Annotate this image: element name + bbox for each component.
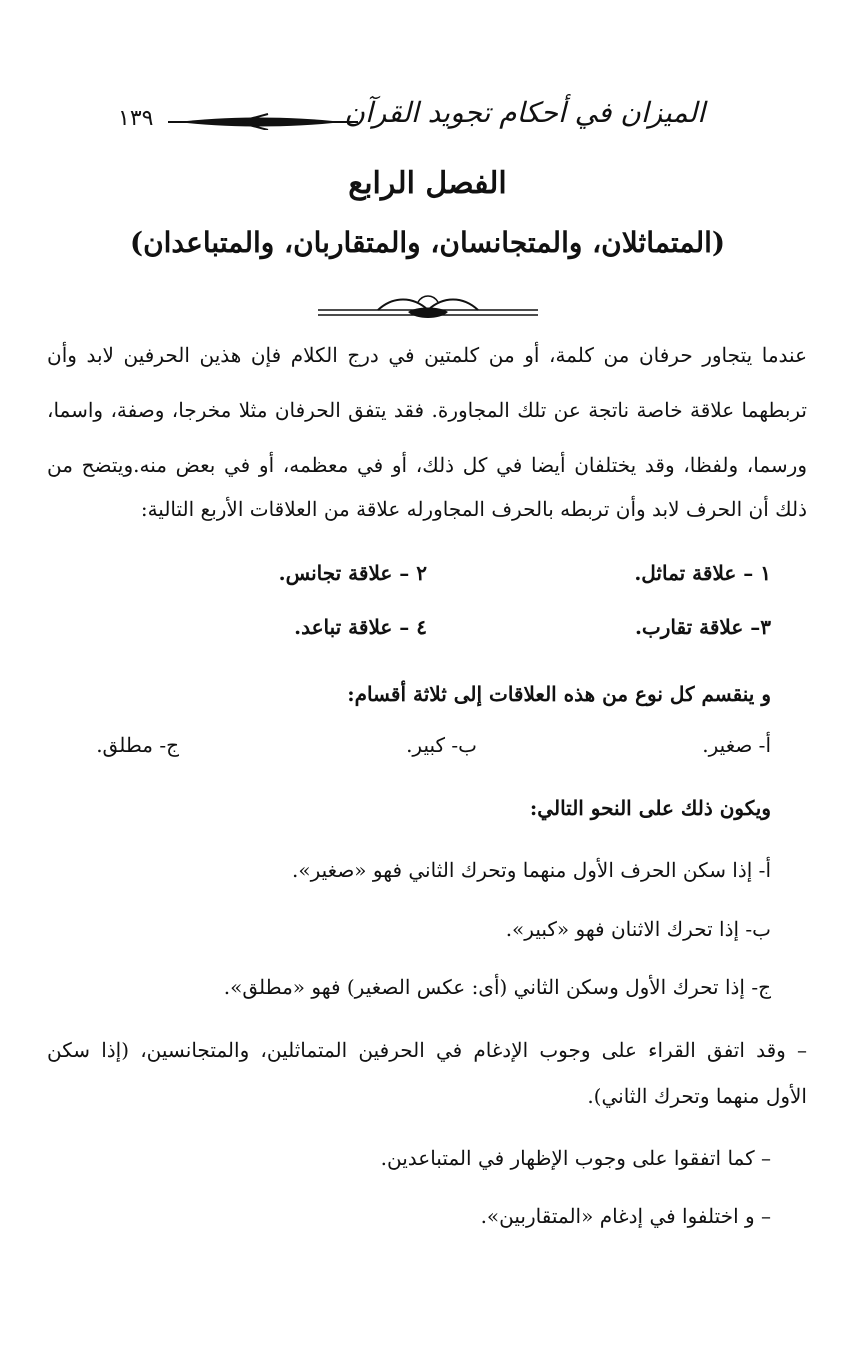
division-heading: و ينقسم كل نوع من هذه العلاقات إلى ثلاثة أقسام:	[347, 682, 771, 706]
division-item: أ- صغير.	[702, 733, 771, 757]
relation-item: ١ – علاقة تماثل.	[634, 561, 771, 585]
relation-item: ٣– علاقة تقارب.	[634, 615, 771, 639]
rule-line: – وقد اتفق القراء على وجوب الإدغام في الحرفين المتماثلين، والمتجانسين، (إذا سكن	[47, 1038, 807, 1062]
intro-line: عندما يتجاور حرفان من كلمة، أو من كلمتين في درج الكلام فإن هذين الحرفين لابد وأن	[47, 343, 807, 367]
relation-item: ٤ – علاقة تباعد.	[294, 615, 427, 639]
rule-line: – كما اتفقوا على وجوب الإظهار في المتباعدين.	[380, 1146, 771, 1170]
explanation-item: ب- إذا تحرك الاثنان فهو «كبير».	[505, 917, 771, 941]
page-number: ١٣٩	[118, 106, 154, 131]
intro-line: ذلك أن الحرف لابد وأن تربطه بالحرف المجاورله علاقة من العلاقات الأربع التالية:	[140, 497, 807, 521]
running-title: الميزان في أحكام تجويد القرآن	[344, 96, 705, 129]
relation-item: ٢ – علاقة تجانس.	[278, 561, 427, 585]
header-arrow-rule	[168, 112, 358, 130]
explanation-heading: ويكون ذلك على النحو التالي:	[529, 796, 771, 820]
chapter-subtitle: (المتماثلان، والمتجانسان، والمتقاربان، والمتباعدان)	[129, 226, 726, 259]
explanation-item: أ- إذا سكن الحرف الأول منهما وتحرك الثاني فهو «صغير».	[292, 858, 771, 882]
division-item: ب- كبير.	[406, 733, 477, 757]
title-ornament	[318, 290, 538, 326]
rule-line: الأول منهما وتحرك الثاني).	[587, 1084, 807, 1108]
division-item: ج- مطلق.	[96, 733, 179, 757]
chapter-title: الفصل الرابع	[348, 166, 507, 201]
intro-line: تربطهما علاقة خاصة ناتجة عن تلك المجاورة. فقد يتفق الحرفان مثلا مخرجا، وصفة، واسما،	[47, 398, 807, 422]
intro-line: ورسما، ولفظا، وقد يختلفان أيضا في كل ذلك، أو في معظمه، أو في بعض منه.ويتضح من	[47, 453, 807, 477]
explanation-item: ج- إذا تحرك الأول وسكن الثاني (أى: عكس الصغير) فهو «مطلق».	[223, 975, 771, 999]
rule-line: – و اختلفوا في إدغام «المتقاربين».	[480, 1204, 771, 1228]
